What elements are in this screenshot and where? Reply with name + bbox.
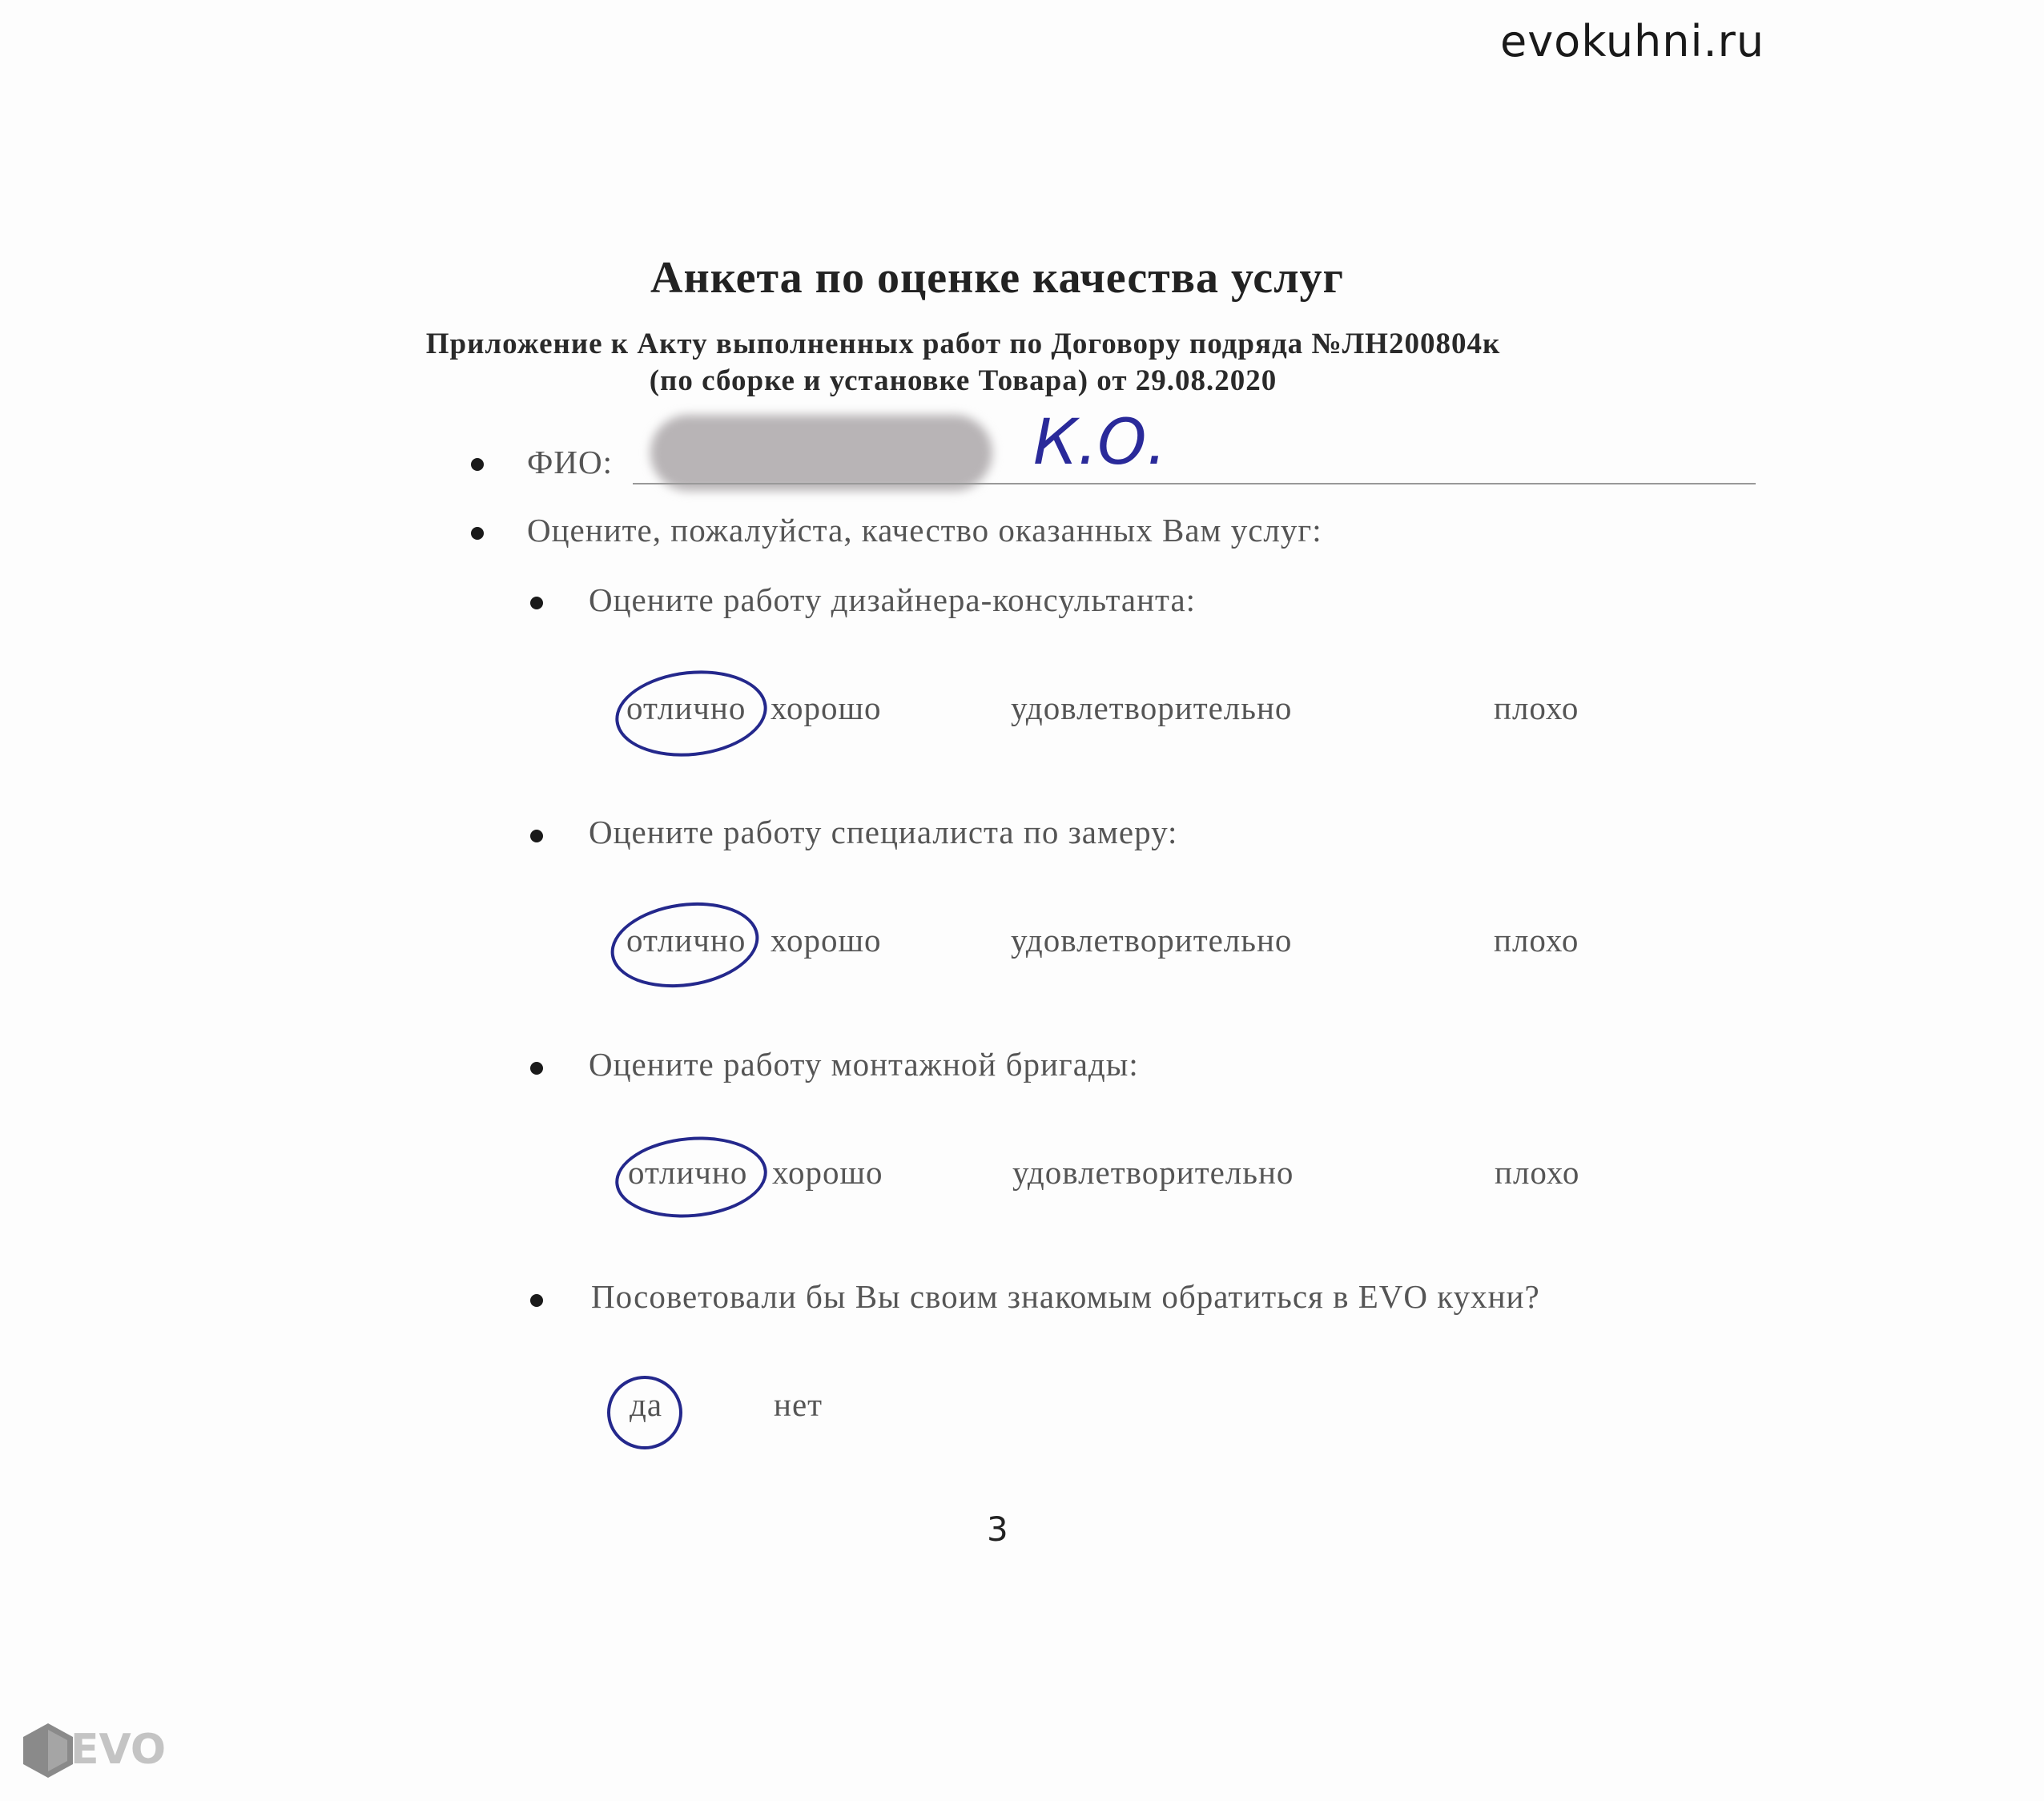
question-recommend: Посоветовали бы Вы своим знакомым обратиться в EVO кухни? (591, 1278, 1540, 1315)
selection-circle (606, 894, 765, 997)
bullet (471, 458, 484, 471)
option-satisfactory[interactable]: удовлетворительно (1011, 689, 1293, 726)
question-measurer: Оцените работу специалиста по замеру: (589, 814, 1178, 850)
option-poor[interactable]: плохо (1494, 922, 1579, 959)
redacted-name (650, 415, 992, 491)
selection-circle (612, 1131, 771, 1224)
option-good[interactable]: хорошо (771, 689, 882, 726)
form-title: Анкета по оценке качества услуг (650, 253, 1344, 303)
option-excellent[interactable]: отлично (628, 1154, 748, 1191)
selection-circle (607, 1376, 682, 1449)
option-excellent[interactable]: отлично (626, 689, 746, 726)
option-satisfactory[interactable]: удовлетворительно (1011, 922, 1293, 959)
rate-prompt: Оцените, пожалуйста, качество оказанных Вам услуг: (527, 512, 1322, 549)
selection-circle (611, 663, 771, 763)
bullet (530, 1062, 543, 1075)
page-number: 3 (987, 1510, 1008, 1549)
fio-label: ФИО: (527, 444, 614, 480)
bullet (530, 830, 543, 842)
fio-handwritten-initials: К.О. (1033, 407, 1167, 479)
bullet (471, 527, 484, 540)
option-no[interactable]: нет (774, 1386, 823, 1423)
option-yes[interactable]: да (630, 1386, 663, 1423)
form-subtitle-line2: (по сборке и установке Товара) от 29.08.2020 (649, 364, 1278, 397)
option-good[interactable]: хорошо (772, 1154, 883, 1191)
bullet (530, 1294, 543, 1307)
option-poor[interactable]: плохо (1495, 1154, 1580, 1191)
evo-logo-text: EVO (70, 1726, 167, 1774)
question-installers: Оцените работу монтажной бригады: (589, 1046, 1139, 1083)
option-poor[interactable]: плохо (1494, 689, 1579, 726)
bullet (530, 597, 543, 609)
option-excellent[interactable]: отлично (626, 922, 746, 959)
site-url: evokuhni.ru (1500, 16, 1765, 66)
option-good[interactable]: хорошо (771, 922, 882, 959)
form-subtitle-line1: Приложение к Акту выполненных работ по Договору подряда №ЛН200804к (425, 328, 1501, 360)
question-designer: Оцените работу дизайнера-консультанта: (589, 581, 1197, 618)
fio-underline (633, 483, 1756, 484)
evo-hexagon-icon (22, 1722, 74, 1783)
option-satisfactory[interactable]: удовлетворительно (1012, 1154, 1294, 1191)
